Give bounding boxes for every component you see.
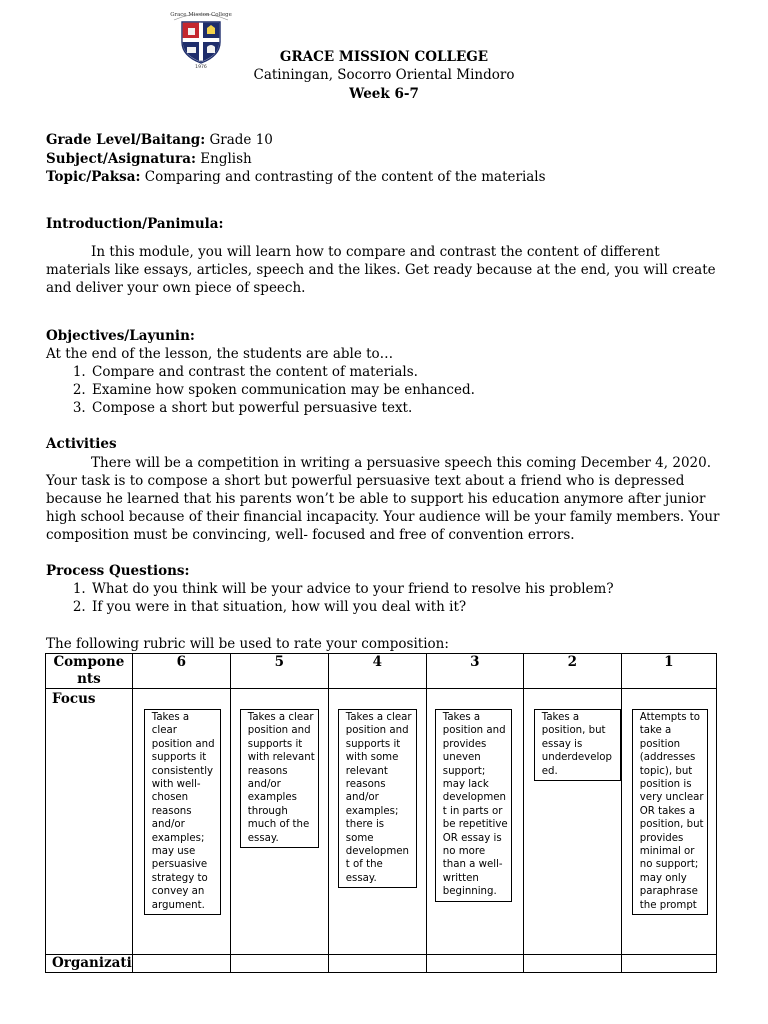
svg-text:Grace Mission College: Grace Mission College bbox=[170, 12, 232, 18]
activities-heading: Activities bbox=[46, 436, 117, 452]
table-row bbox=[46, 689, 717, 955]
rubric-cell bbox=[621, 689, 716, 955]
table-row bbox=[46, 955, 717, 973]
rubric-cell bbox=[426, 689, 523, 955]
subject-label: Subject/Asignatura: bbox=[46, 151, 196, 167]
topic-label: Topic/Paksa: bbox=[46, 169, 141, 185]
rubric-cell bbox=[523, 689, 621, 955]
objective-item: 2. Examine how spoken communication may be enhanced. bbox=[90, 381, 475, 399]
rubric-table bbox=[45, 653, 717, 973]
subject-line bbox=[46, 150, 252, 168]
grade-level-value: Grade 10 bbox=[209, 132, 273, 148]
grade-level-line bbox=[46, 131, 273, 149]
rubric-cell bbox=[230, 955, 328, 973]
score-header: 1 bbox=[621, 654, 716, 689]
score-header: 6 bbox=[132, 654, 230, 689]
criteria-box: Takes a clear position and supports it with some relevant reasons and/or examples; there is some developmen t of the essay. bbox=[338, 709, 417, 888]
rubric-cell bbox=[132, 955, 230, 973]
score-header: 5 bbox=[230, 654, 328, 689]
activities-text: There will be a competition in writing a persuasive speech this coming December 4, 2020. Your task is to compose a short but powerful persuasive text about a friend who is depressed because he learned that his parents won’t be able to support his education anymore after junior high school because of their financial incapacity. Your audience will be your family members. Your composition must be convincing, well- focused and free of convention errors. bbox=[46, 455, 720, 543]
objectives-list bbox=[46, 363, 475, 417]
criteria-box: Takes a position, but essay is underdevelop ed. bbox=[534, 709, 621, 781]
score-header: 4 bbox=[328, 654, 426, 689]
grade-level-label: Grade Level/Baitang: bbox=[46, 132, 206, 148]
criteria-box: Takes a position and provides uneven support; may lack developmen t in parts or be repetitive OR essay is no more than a well-written beginning. bbox=[435, 709, 512, 902]
process-questions-list bbox=[46, 580, 614, 616]
score-header: 3 bbox=[426, 654, 523, 689]
introduction-heading: Introduction/Panimula: bbox=[46, 216, 224, 232]
rubric-row-label: Focus bbox=[46, 689, 133, 955]
criteria-box: Takes a clear position and supports it consistently with well-chosen reasons and/or examples; may use persuasive strategy to convey an argument. bbox=[144, 709, 221, 915]
subject-value: English bbox=[200, 151, 252, 167]
topic-value: Comparing and contrasting of the content of the materials bbox=[144, 169, 546, 185]
objectives-heading: Objectives/Layunin: bbox=[46, 328, 195, 344]
process-question-item: 1. What do you think will be your advice to your friend to resolve his problem? bbox=[90, 580, 614, 598]
topic-line bbox=[46, 168, 546, 186]
criteria-box: Takes a clear position and supports it with relevant reasons and/or examples through much of the essay. bbox=[240, 709, 319, 848]
objective-item: 3. Compose a short but powerful persuasive text. bbox=[90, 399, 475, 417]
rubric-cell bbox=[328, 689, 426, 955]
objectives-intro: At the end of the lesson, the students are able to… bbox=[46, 346, 394, 362]
rubric-cell bbox=[426, 955, 523, 973]
rubric-cell bbox=[523, 955, 621, 973]
process-question-item: 2. If you were in that situation, how will you deal with it? bbox=[90, 598, 614, 616]
rubric-cell bbox=[328, 955, 426, 973]
rubric-cell bbox=[230, 689, 328, 955]
objective-item: 1. Compare and contrast the content of materials. bbox=[90, 363, 475, 381]
svg-text:1976: 1976 bbox=[195, 65, 207, 68]
introduction-text: In this module, you will learn how to compare and contrast the content of different materials like essays, articles, speech and the likes. Get ready because at the end, you will create and deliver your own piece of speech. bbox=[46, 244, 716, 296]
rubric-header-row bbox=[46, 654, 717, 689]
school-address: Catiningan, Socorro Oriental Mindoro bbox=[253, 67, 515, 83]
components-header: Compone nts bbox=[46, 654, 133, 689]
school-name: GRACE MISSION COLLEGE bbox=[279, 49, 489, 65]
score-header: 2 bbox=[523, 654, 621, 689]
week-label: Week 6-7 bbox=[349, 86, 419, 102]
rubric-cell bbox=[621, 955, 716, 973]
rubric-caption: The following rubric will be used to rate your composition: bbox=[46, 636, 449, 652]
rubric-cell bbox=[132, 689, 230, 955]
criteria-box: Attempts to take a position (addresses topic), but position is very unclear OR takes a position, but provides minimal or no support; may only paraphrase the prompt bbox=[632, 709, 708, 915]
process-questions-heading: Process Questions: bbox=[46, 563, 190, 579]
rubric-row-label: Organizati bbox=[46, 955, 133, 973]
